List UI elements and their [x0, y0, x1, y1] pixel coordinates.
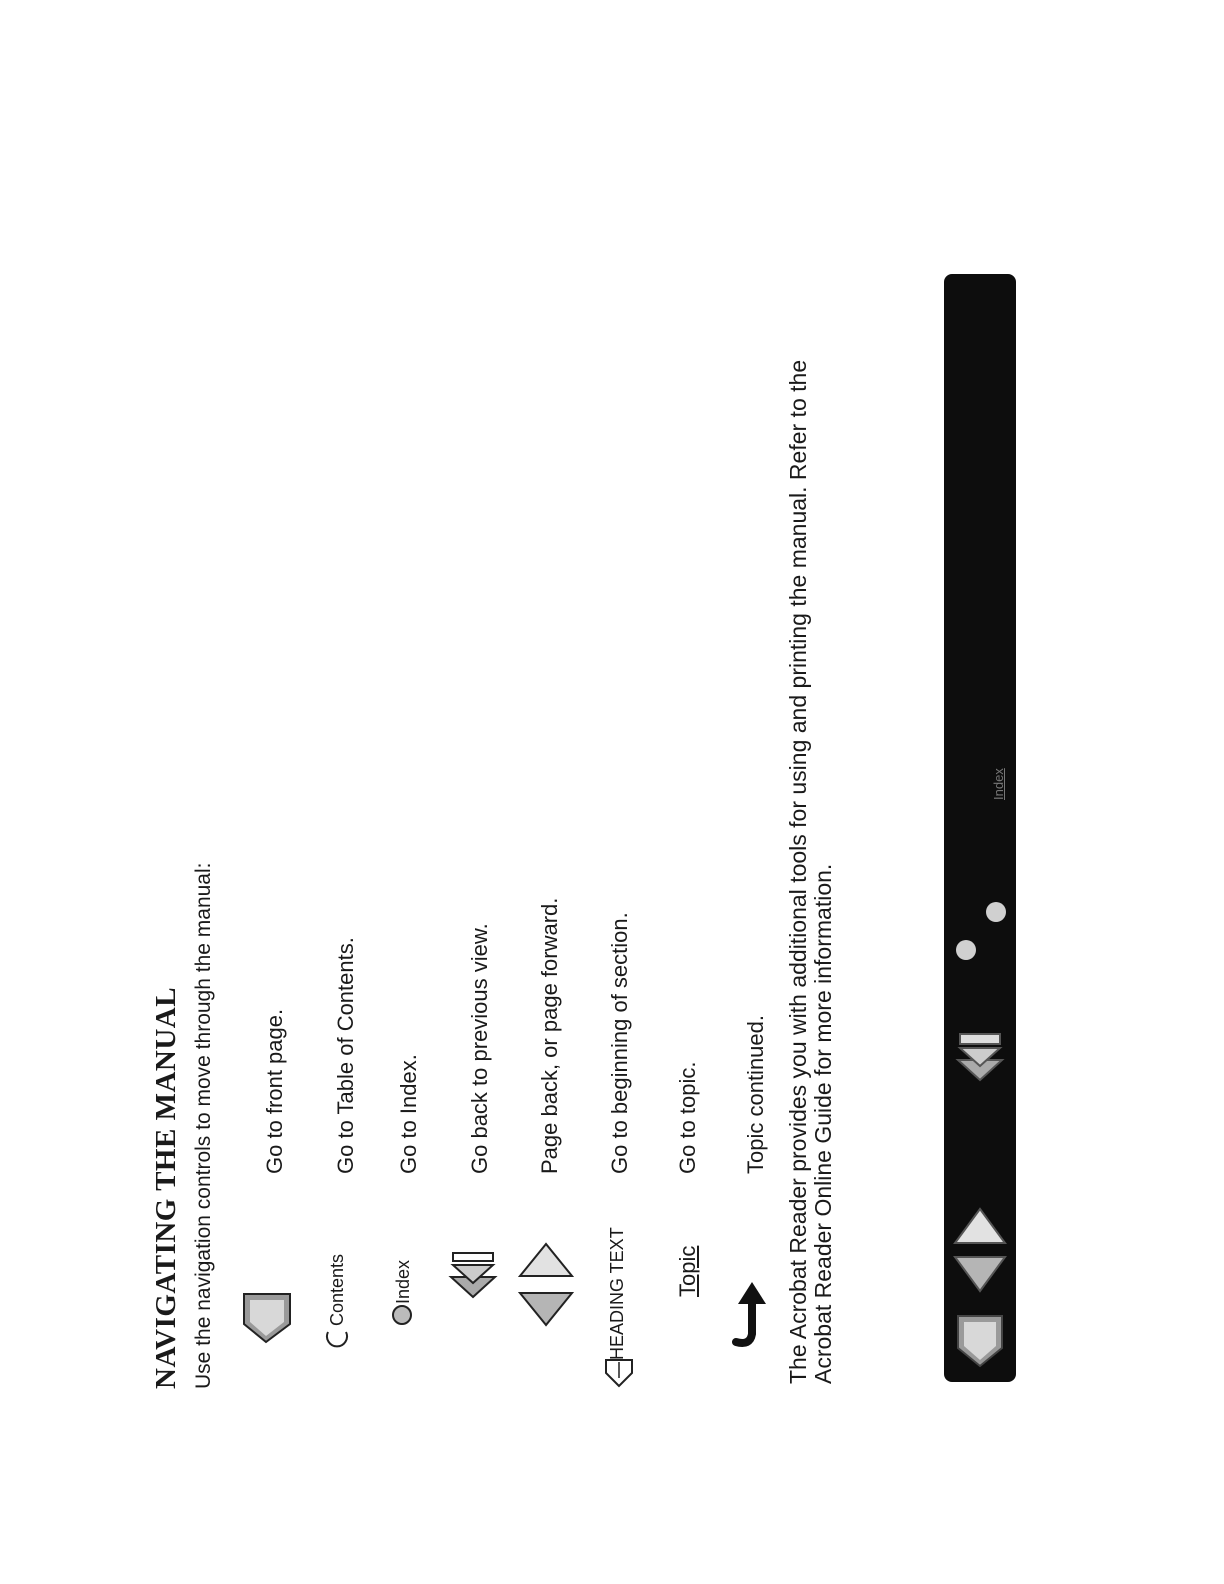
navigation-toolbar [944, 274, 1016, 1382]
continued-arrow-icon[interactable] [730, 1278, 770, 1348]
toolbar-page-back-icon[interactable] [952, 1254, 1008, 1294]
toolbar-home-icon[interactable] [954, 1312, 1006, 1370]
section-icon [604, 1358, 634, 1388]
footer-line-2: Acrobat Reader Online Guide for more information. [810, 863, 836, 1384]
footer-line-1: The Acrobat Reader provides you with additional tools for using and printing the manual. Refer to the [785, 359, 811, 1384]
contents-icon [325, 1326, 349, 1348]
index-link[interactable]: Index [393, 1259, 413, 1304]
toolbar-index-icon[interactable] [984, 900, 1008, 924]
desc-contents: Go to Table of Contents. [333, 937, 358, 1174]
desc-previous-view: Go back to previous view. [467, 923, 492, 1174]
desc-front-page: Go to front page. [262, 1008, 287, 1174]
desc-page-nav: Page back, or page forward. [537, 897, 562, 1174]
toolbar-index-label[interactable]: Index [991, 768, 1006, 800]
topic-link[interactable]: Topic [675, 1245, 700, 1297]
heading-text-link[interactable]: HEADING TEXT [607, 1227, 627, 1360]
toolbar-back-view-icon[interactable] [954, 1026, 1006, 1082]
toolbar-contents-icon[interactable] [954, 938, 978, 962]
page-forward-icon[interactable] [517, 1241, 575, 1279]
desc-section: Go to beginning of section. [607, 912, 632, 1174]
page-back-icon[interactable] [517, 1290, 575, 1328]
toolbar-page-forward-icon[interactable] [952, 1206, 1008, 1246]
desc-index: Go to Index. [396, 1054, 421, 1174]
intro-text: Use the navigation controls to move through the manual: [192, 862, 215, 1389]
desc-continued: Topic continued. [743, 1015, 768, 1174]
footer-paragraph [786, 184, 836, 1384]
page-title: NAVIGATING THE MANUAL [150, 986, 182, 1389]
index-icon [390, 1304, 414, 1326]
home-icon[interactable] [240, 1290, 294, 1346]
back-view-icon[interactable] [448, 1249, 498, 1299]
desc-topic: Go to topic. [675, 1061, 700, 1174]
contents-link[interactable]: Contents [327, 1253, 347, 1326]
